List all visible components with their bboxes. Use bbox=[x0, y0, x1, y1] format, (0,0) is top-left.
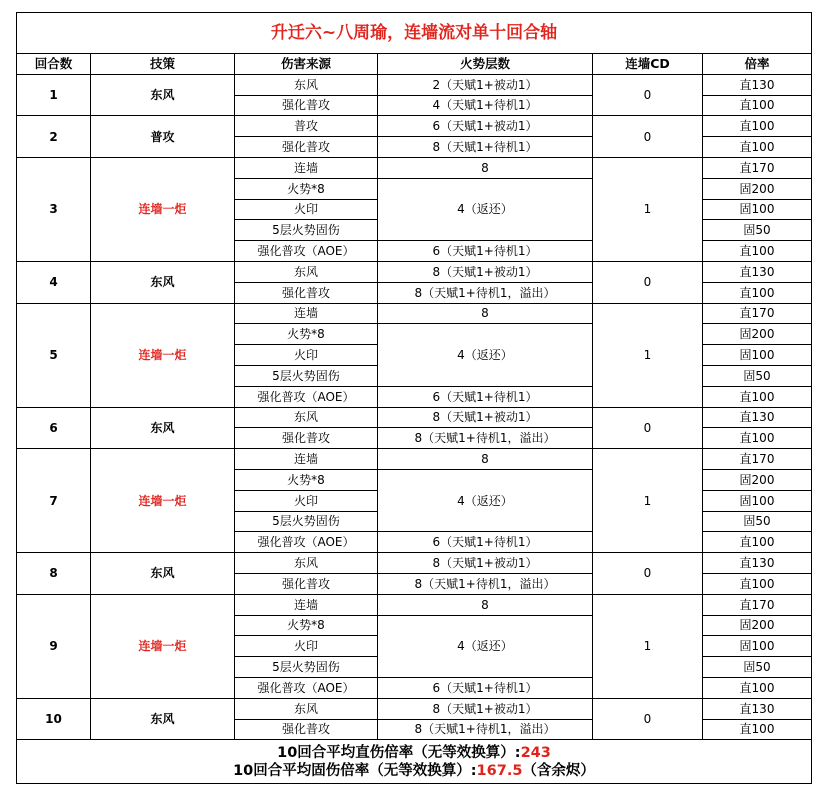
wall-cd: 0 bbox=[593, 407, 703, 449]
rotation-sheet bbox=[16, 12, 811, 789]
round-number: 9 bbox=[17, 594, 91, 698]
rotation-table bbox=[16, 12, 812, 784]
damage-source: 火印 bbox=[235, 345, 378, 366]
table-row bbox=[17, 594, 812, 615]
multiplier: 固100 bbox=[703, 636, 812, 657]
fire-stacks: 6（天赋1+被动1） bbox=[378, 116, 593, 137]
multiplier: 固200 bbox=[703, 615, 812, 636]
multiplier: 固200 bbox=[703, 324, 812, 345]
multiplier: 直100 bbox=[703, 241, 812, 262]
multiplier: 直100 bbox=[703, 116, 812, 137]
summary-fixed-label: 10回合平均固伤倍率（无等效换算）: bbox=[233, 762, 477, 779]
summary-row bbox=[17, 740, 812, 784]
wall-cd: 1 bbox=[593, 157, 703, 261]
fire-stacks: 4（返还） bbox=[378, 615, 593, 677]
damage-source: 5层火势固伤 bbox=[235, 657, 378, 678]
skill-name: 东风 bbox=[91, 261, 235, 303]
header-wall-cd: 连墙CD bbox=[593, 54, 703, 75]
header-multiplier: 倍率 bbox=[703, 54, 812, 75]
damage-source: 火势*8 bbox=[235, 324, 378, 345]
damage-source: 火印 bbox=[235, 490, 378, 511]
multiplier: 直100 bbox=[703, 532, 812, 553]
damage-source: 强化普攻 bbox=[235, 428, 378, 449]
wall-cd: 1 bbox=[593, 594, 703, 698]
multiplier: 固50 bbox=[703, 657, 812, 678]
round-number: 1 bbox=[17, 74, 91, 116]
round-number: 3 bbox=[17, 157, 91, 261]
fire-stacks: 8（天赋1+待机1，溢出） bbox=[378, 573, 593, 594]
fire-stacks: 8（天赋1+被动1） bbox=[378, 698, 593, 719]
multiplier: 直130 bbox=[703, 698, 812, 719]
damage-source: 火势*8 bbox=[235, 615, 378, 636]
round-number: 7 bbox=[17, 449, 91, 553]
round-number: 10 bbox=[17, 698, 91, 740]
multiplier: 直130 bbox=[703, 407, 812, 428]
sheet-title: 升迁六~八周瑜，连墙流对单十回合轴 bbox=[17, 13, 812, 54]
wall-cd: 1 bbox=[593, 449, 703, 553]
damage-source: 强化普攻 bbox=[235, 719, 378, 740]
wall-cd: 0 bbox=[593, 116, 703, 158]
wall-cd: 0 bbox=[593, 261, 703, 303]
round-number: 8 bbox=[17, 553, 91, 595]
table-row bbox=[17, 116, 812, 137]
damage-source: 火势*8 bbox=[235, 178, 378, 199]
damage-source: 火印 bbox=[235, 636, 378, 657]
multiplier: 直130 bbox=[703, 74, 812, 95]
multiplier: 固50 bbox=[703, 220, 812, 241]
damage-source: 东风 bbox=[235, 261, 378, 282]
damage-source: 5层火势固伤 bbox=[235, 511, 378, 532]
multiplier: 固200 bbox=[703, 178, 812, 199]
damage-source: 火势*8 bbox=[235, 469, 378, 490]
damage-source: 强化普攻 bbox=[235, 137, 378, 158]
wall-cd: 0 bbox=[593, 698, 703, 740]
skill-name: 东风 bbox=[91, 553, 235, 595]
fire-stacks: 2（天赋1+被动1） bbox=[378, 74, 593, 95]
multiplier: 直130 bbox=[703, 261, 812, 282]
round-number: 2 bbox=[17, 116, 91, 158]
wall-cd: 1 bbox=[593, 303, 703, 407]
multiplier: 直100 bbox=[703, 428, 812, 449]
fire-stacks: 8（天赋1+待机1） bbox=[378, 137, 593, 158]
multiplier: 直100 bbox=[703, 386, 812, 407]
damage-source: 连墙 bbox=[235, 157, 378, 178]
summary-fixed-value: 167.5 bbox=[476, 762, 523, 779]
damage-source: 东风 bbox=[235, 74, 378, 95]
table-row bbox=[17, 449, 812, 470]
fire-stacks: 6（天赋1+待机1） bbox=[378, 386, 593, 407]
damage-source: 火印 bbox=[235, 199, 378, 220]
table-row bbox=[17, 157, 812, 178]
multiplier: 固50 bbox=[703, 511, 812, 532]
damage-source: 强化普攻（AOE） bbox=[235, 386, 378, 407]
damage-source: 普攻 bbox=[235, 116, 378, 137]
multiplier: 直170 bbox=[703, 449, 812, 470]
skill-name: 连墙一炬 bbox=[91, 594, 235, 698]
damage-source: 强化普攻 bbox=[235, 573, 378, 594]
fire-stacks: 8（天赋1+待机1，溢出） bbox=[378, 282, 593, 303]
fire-stacks: 6（天赋1+待机1） bbox=[378, 677, 593, 698]
fire-stacks: 8 bbox=[378, 449, 593, 470]
skill-name: 东风 bbox=[91, 407, 235, 449]
table-row bbox=[17, 553, 812, 574]
multiplier: 直100 bbox=[703, 719, 812, 740]
fire-stacks: 8 bbox=[378, 594, 593, 615]
multiplier: 固200 bbox=[703, 469, 812, 490]
summary-direct-value: 243 bbox=[520, 744, 551, 761]
table-row bbox=[17, 407, 812, 428]
damage-source: 5层火势固伤 bbox=[235, 220, 378, 241]
fire-stacks: 4（返还） bbox=[378, 178, 593, 240]
multiplier: 直130 bbox=[703, 553, 812, 574]
header-skill: 技策 bbox=[91, 54, 235, 75]
multiplier: 固50 bbox=[703, 365, 812, 386]
multiplier: 直100 bbox=[703, 573, 812, 594]
table-row bbox=[17, 303, 812, 324]
damage-source: 5层火势固伤 bbox=[235, 365, 378, 386]
summary-cell bbox=[17, 740, 812, 784]
damage-source: 东风 bbox=[235, 553, 378, 574]
damage-source: 连墙 bbox=[235, 594, 378, 615]
header-damage-source: 伤害来源 bbox=[235, 54, 378, 75]
fire-stacks: 8 bbox=[378, 157, 593, 178]
damage-source: 东风 bbox=[235, 698, 378, 719]
round-number: 5 bbox=[17, 303, 91, 407]
multiplier: 直170 bbox=[703, 594, 812, 615]
damage-source: 强化普攻 bbox=[235, 95, 378, 116]
damage-source: 强化普攻（AOE） bbox=[235, 532, 378, 553]
wall-cd: 0 bbox=[593, 553, 703, 595]
summary-direct bbox=[17, 744, 811, 762]
damage-source: 东风 bbox=[235, 407, 378, 428]
skill-name: 连墙一炬 bbox=[91, 157, 235, 261]
fire-stacks: 8（天赋1+待机1，溢出） bbox=[378, 719, 593, 740]
summary-direct-label: 10回合平均直伤倍率（无等效换算）: bbox=[277, 744, 521, 761]
fire-stacks: 6（天赋1+待机1） bbox=[378, 241, 593, 262]
damage-source: 连墙 bbox=[235, 303, 378, 324]
summary-fixed-suffix: （含余烬） bbox=[522, 762, 595, 779]
multiplier: 直100 bbox=[703, 677, 812, 698]
fire-stacks: 8（天赋1+被动1） bbox=[378, 261, 593, 282]
fire-stacks: 4（返还） bbox=[378, 469, 593, 531]
damage-source: 强化普攻（AOE） bbox=[235, 677, 378, 698]
table-row bbox=[17, 74, 812, 95]
fire-stacks: 8（天赋1+被动1） bbox=[378, 553, 593, 574]
skill-name: 东风 bbox=[91, 698, 235, 740]
damage-source: 连墙 bbox=[235, 449, 378, 470]
multiplier: 直100 bbox=[703, 137, 812, 158]
multiplier: 固100 bbox=[703, 490, 812, 511]
table-row bbox=[17, 261, 812, 282]
skill-name: 东风 bbox=[91, 74, 235, 116]
multiplier: 直170 bbox=[703, 303, 812, 324]
fire-stacks: 8 bbox=[378, 303, 593, 324]
fire-stacks: 8（天赋1+待机1，溢出） bbox=[378, 428, 593, 449]
skill-name: 连墙一炬 bbox=[91, 449, 235, 553]
skill-name: 普攻 bbox=[91, 116, 235, 158]
damage-source: 强化普攻 bbox=[235, 282, 378, 303]
damage-source: 强化普攻（AOE） bbox=[235, 241, 378, 262]
header-fire-stacks: 火势层数 bbox=[378, 54, 593, 75]
round-number: 4 bbox=[17, 261, 91, 303]
rounds-body bbox=[17, 74, 812, 740]
round-number: 6 bbox=[17, 407, 91, 449]
header-row bbox=[17, 54, 812, 75]
multiplier: 固100 bbox=[703, 345, 812, 366]
multiplier: 固100 bbox=[703, 199, 812, 220]
summary-fixed bbox=[17, 762, 811, 780]
fire-stacks: 4（天赋1+待机1） bbox=[378, 95, 593, 116]
header-round: 回合数 bbox=[17, 54, 91, 75]
multiplier: 直170 bbox=[703, 157, 812, 178]
wall-cd: 0 bbox=[593, 74, 703, 116]
multiplier: 直100 bbox=[703, 95, 812, 116]
fire-stacks: 4（返还） bbox=[378, 324, 593, 386]
multiplier: 直100 bbox=[703, 282, 812, 303]
table-row bbox=[17, 698, 812, 719]
fire-stacks: 6（天赋1+待机1） bbox=[378, 532, 593, 553]
skill-name: 连墙一炬 bbox=[91, 303, 235, 407]
fire-stacks: 8（天赋1+被动1） bbox=[378, 407, 593, 428]
